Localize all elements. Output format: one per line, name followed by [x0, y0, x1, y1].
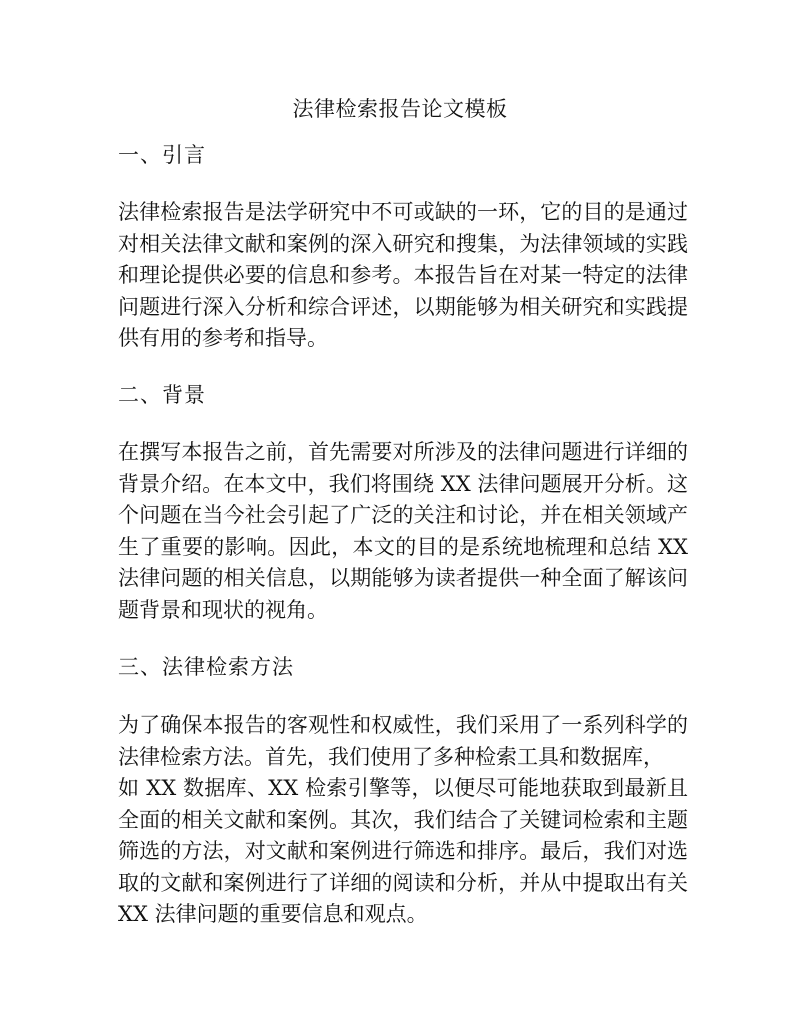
- section-paragraph-legal-search-method: [118, 710, 688, 931]
- paragraph-line: 如 XX 数据库、XX 检索引擎等，以便尽可能地获取到最新且: [118, 776, 688, 800]
- paragraph-line: 背景介绍。在本文中，我们将围绕 XX 法律问题展开分析。这: [118, 471, 688, 496]
- paragraph-line: 供有用的参考和指导。: [118, 326, 328, 350]
- paragraph-line: 生了重要的影响。因此，本文的目的是系统地梳理和总结 XX: [118, 534, 688, 559]
- paragraph-line: 在撰写本报告之前，首先需要对所涉及的法律问题进行详细的: [118, 440, 688, 464]
- paragraph-line: 筛选的方法，对文献和案例进行筛选和排序。最后，我们对选: [118, 839, 688, 863]
- paragraph-line: 和理论提供必要的信息和参考。本报告旨在对某一特定的法律: [118, 263, 688, 287]
- paragraph-line: 法律问题的相关信息，以期能够为读者提供一种全面了解该问: [118, 566, 688, 590]
- section-paragraph-background: [118, 437, 688, 626]
- paragraph-line: 法律检索报告是法学研究中不可或缺的一环，它的目的是通过: [118, 200, 688, 224]
- paragraph-line: 为了确保本报告的客观性和权威性，我们采用了一系列科学的: [118, 713, 688, 737]
- paragraph-line: 全面的相关文献和案例。其次，我们结合了关键词检索和主题: [118, 807, 688, 832]
- section-heading-background: 二、背景: [118, 383, 206, 407]
- paragraph-line: 个问题在当今社会引起了广泛的关注和讨论，并在相关领域产: [118, 503, 688, 527]
- paragraph-line: 问题进行深入分析和综合评述，以期能够为相关研究和实践提: [118, 294, 688, 319]
- paragraph-line: XX 法律问题的重要信息和观点。: [118, 902, 428, 926]
- section-paragraph-introduction: [118, 197, 688, 355]
- section-heading-legal-search-method: 三、法律检索方法: [118, 655, 294, 679]
- paragraph-line: 题背景和现状的视角。: [118, 597, 328, 622]
- paragraph-line: 法律检索方法。首先，我们使用了多种检索工具和数据库，: [118, 744, 664, 769]
- paragraph-line: 取的文献和案例进行了详细的阅读和分析，并从中提取出有关: [118, 870, 688, 895]
- paragraph-line: 对相关法律文献和案例的深入研究和搜集，为法律领域的实践: [118, 231, 688, 256]
- section-heading-introduction: 一、引言: [118, 143, 206, 167]
- document-title: 法律检索报告论文模板: [292, 97, 508, 121]
